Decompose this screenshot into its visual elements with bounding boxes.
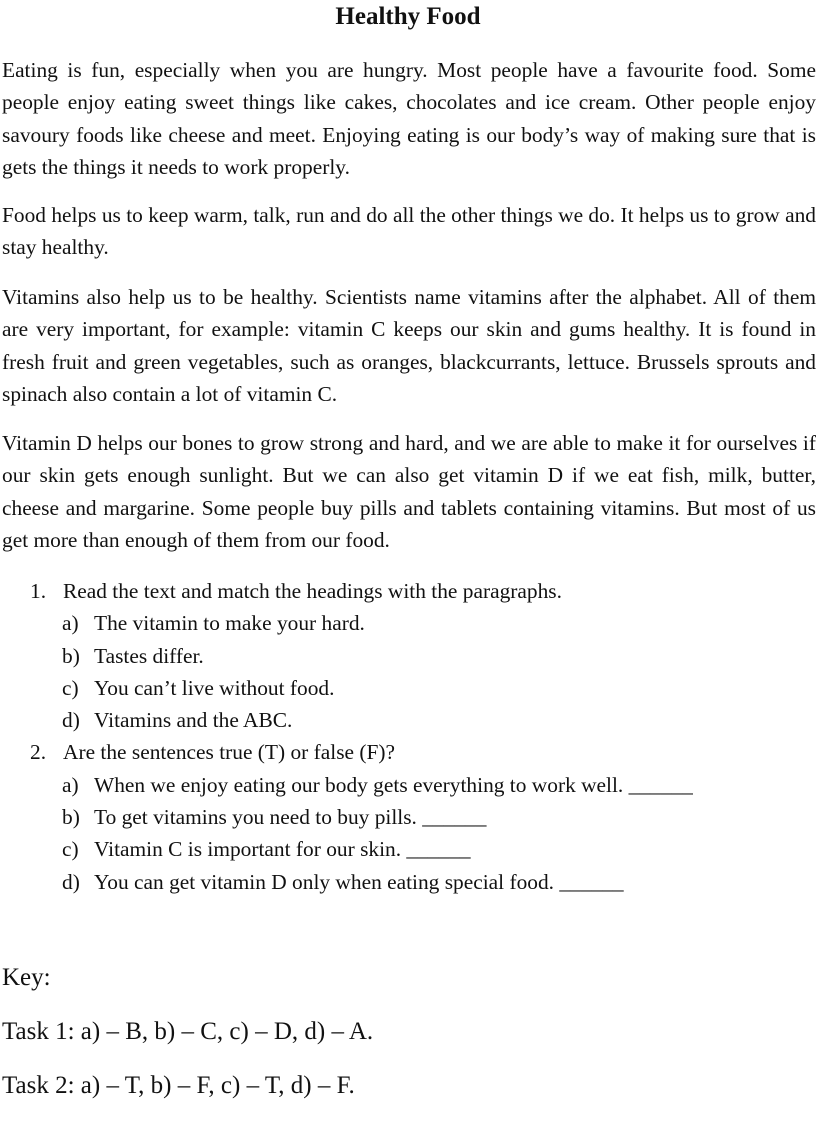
task-list xyxy=(0,575,816,898)
task-number: 2. xyxy=(30,740,47,765)
item-letter: a) xyxy=(62,772,79,797)
task-2 xyxy=(0,736,816,897)
paragraph-3: Vitamins also help us to be healthy. Scientists name vitamins after the alphabet. All of them are very important, for example: vitamin C keeps our skin and gums healthy. It is found in fresh fruit and green vegetables, such as oranges, blackcurrants, lettuce. Brussels sprouts and spinach also contain a lot of vitamin C. xyxy=(2,285,816,406)
answer-key-title: Key: xyxy=(2,964,51,991)
item-letter: c) xyxy=(62,675,79,700)
list-item xyxy=(0,704,816,736)
item-text: You can get vitamin D only when eating special food. ______ xyxy=(94,869,624,894)
item-letter: d) xyxy=(62,869,80,894)
answer-key-task-2: Task 2: a) – T, b) – F, c) – T, d) – F. xyxy=(2,1072,355,1099)
task-text: Are the sentences true (T) or false (F)? xyxy=(63,740,395,765)
list-item xyxy=(0,607,816,639)
paragraph-1: Eating is fun, especially when you are hungry. Most people have a favourite food. Some people enjoy eating sweet things like cakes, chocolates and ice cream. Other people enjoy savoury foods like cheese and meet. Enjoying eating is our body’s way of making sure that is gets the things it needs to work properly. xyxy=(2,58,816,179)
task-2-items xyxy=(0,769,816,898)
task-number: 1. xyxy=(30,579,47,603)
item-text: Vitamin C is important for our skin. ______ xyxy=(94,837,471,862)
item-letter: b) xyxy=(62,805,80,830)
paragraph-4: Vitamin D helps our bones to grow strong and hard, and we are able to make it for ourselves if our skin gets enough sunlight. But we can also get vitamin D if we eat fish, milk, butter, cheese and margarine. Some people buy pills and tablets containing vitamins. But most of us get more than enough of them from our food. xyxy=(2,431,816,552)
item-letter: a) xyxy=(62,611,79,636)
list-item xyxy=(0,833,816,865)
list-item xyxy=(0,672,816,704)
task-1-items xyxy=(0,607,816,736)
item-text: Vitamins and the ABC. xyxy=(94,708,293,733)
list-item xyxy=(0,801,816,833)
task-2-instruction xyxy=(0,736,816,768)
answer-key-task-1: Task 1: a) – B, b) – C, c) – D, d) – A. xyxy=(2,1018,374,1045)
list-item xyxy=(0,769,816,801)
list-item xyxy=(0,866,816,898)
item-text: When we enjoy eating our body gets everything to work well. ______ xyxy=(94,772,693,797)
item-letter: d) xyxy=(62,708,80,733)
item-text: The vitamin to make your hard. xyxy=(94,611,365,636)
paragraph-2: Food helps us to keep warm, talk, run and do all the other things we do. It helps us to grow and stay healthy. xyxy=(2,203,816,260)
task-1 xyxy=(0,575,816,736)
item-text: You can’t live without food. xyxy=(94,675,335,700)
item-letter: b) xyxy=(62,643,80,668)
item-letter: c) xyxy=(62,837,79,862)
document-title: Healthy Food xyxy=(335,3,481,30)
item-text: To get vitamins you need to buy pills. ______ xyxy=(94,805,487,830)
task-1-instruction xyxy=(0,575,816,607)
item-text: Tastes differ. xyxy=(94,643,204,668)
list-item xyxy=(0,640,816,672)
task-text: Read the text and match the headings with the paragraphs. xyxy=(63,579,562,603)
